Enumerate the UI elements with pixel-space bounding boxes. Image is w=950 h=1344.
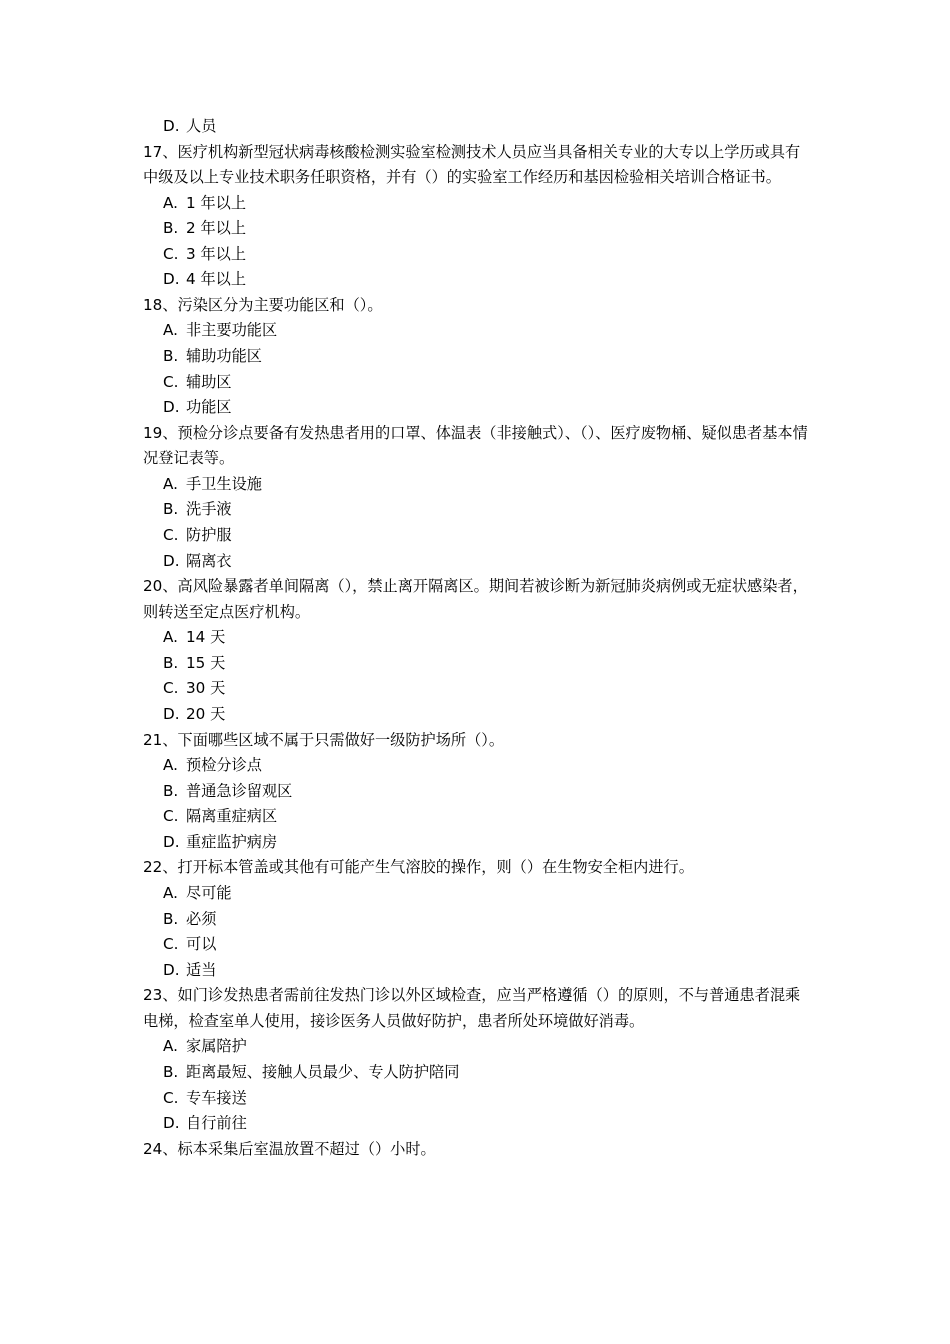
- option-text: 洗手液: [186, 500, 232, 519]
- answer-option: [143, 1111, 808, 1137]
- option-letter: A.: [163, 321, 178, 340]
- answer-option: [143, 114, 808, 140]
- question-text: 18、污染区分为主要功能区和（）。: [143, 295, 383, 314]
- option-letter: C.: [163, 244, 179, 263]
- option-letter: D.: [163, 398, 180, 417]
- option-text: 适当: [186, 960, 217, 979]
- option-letter: A.: [163, 628, 178, 647]
- option-letter: B.: [163, 500, 179, 519]
- option-letter: A.: [163, 474, 178, 493]
- answer-option: [143, 523, 808, 549]
- option-text: 4 年以上: [186, 270, 247, 289]
- answer-option: [143, 344, 808, 370]
- option-text: 专车接送: [186, 1088, 247, 1107]
- answer-option: [143, 676, 808, 702]
- option-letter: B.: [163, 909, 179, 928]
- option-text: 普通急诊留观区: [186, 781, 293, 800]
- option-text: 1 年以上: [186, 193, 247, 212]
- option-letter: B.: [163, 347, 179, 366]
- answer-option: [143, 191, 808, 217]
- option-text: 必须: [186, 909, 217, 928]
- option-letter: D.: [163, 960, 180, 979]
- option-text: 预检分诊点: [186, 756, 262, 775]
- answer-option: [143, 881, 808, 907]
- option-text: 功能区: [186, 398, 232, 417]
- option-text: 手卫生设施: [186, 474, 262, 493]
- answer-option: [143, 1034, 808, 1060]
- option-letter: A.: [163, 756, 178, 775]
- option-text: 自行前往: [186, 1114, 247, 1133]
- option-text: 隔离衣: [186, 551, 232, 570]
- option-letter: D.: [163, 705, 180, 723]
- option-letter: D.: [163, 117, 180, 135]
- option-text: 距离最短、接触人员最少、专人防护陪同: [186, 1062, 460, 1081]
- answer-option: [143, 267, 808, 293]
- answer-option: [143, 651, 808, 677]
- option-text: 辅助区: [186, 372, 232, 391]
- question-24: [143, 1137, 808, 1163]
- question-21: [143, 728, 808, 856]
- answer-option: [143, 907, 808, 933]
- option-text: 家属陪护: [186, 1037, 247, 1056]
- option-letter: C.: [163, 679, 179, 698]
- option-letter: C.: [163, 526, 179, 545]
- question-text: 20、高风险暴露者单间隔离（），禁止离开隔离区。期间若被诊断为新冠肺炎病例或无症状感染者，则转送至定点医疗机构。: [143, 577, 808, 621]
- question-text: 24、标本采集后室温放置不超过（）小时。: [143, 1139, 436, 1158]
- answer-option: [143, 497, 808, 523]
- question-16-tail: [143, 114, 808, 140]
- answer-option: [143, 318, 808, 344]
- option-text: 尽可能: [186, 883, 232, 902]
- answer-option: [143, 830, 808, 856]
- option-letter: D.: [163, 270, 180, 289]
- option-text: 15 天: [186, 653, 226, 672]
- answer-option: [143, 395, 808, 421]
- question-list: [143, 114, 808, 1162]
- option-text: 2 年以上: [186, 219, 247, 238]
- answer-option: [143, 702, 808, 728]
- answer-option: [143, 216, 808, 242]
- question-22: [143, 855, 808, 983]
- option-text: 人员: [186, 117, 217, 135]
- question-text: 19、预检分诊点要备有发热患者用的口罩、体温表（非接触式）、（）、医疗废物桶、疑似患者基本情况登记表等。: [143, 423, 808, 468]
- option-letter: B.: [163, 781, 179, 800]
- answer-option: [143, 932, 808, 958]
- option-letter: A.: [163, 883, 178, 902]
- option-text: 30 天: [186, 679, 226, 698]
- option-letter: B.: [163, 219, 179, 238]
- answer-option: [143, 242, 808, 268]
- option-letter: C.: [163, 935, 179, 954]
- answer-option: [143, 804, 808, 830]
- option-text: 隔离重症病区: [186, 807, 278, 826]
- option-letter: A.: [163, 193, 178, 212]
- option-letter: C.: [163, 372, 179, 391]
- option-letter: A.: [163, 1037, 178, 1056]
- answer-option: [143, 625, 808, 651]
- option-letter: D.: [163, 551, 180, 570]
- option-text: 20 天: [186, 705, 226, 723]
- answer-option: [143, 472, 808, 498]
- answer-option: [143, 370, 808, 396]
- question-19: [143, 421, 808, 574]
- answer-option: [143, 549, 808, 575]
- answer-option: [143, 958, 808, 984]
- answer-option: [143, 779, 808, 805]
- option-text: 防护服: [186, 526, 232, 545]
- option-letter: B.: [163, 1062, 179, 1081]
- question-23: [143, 983, 808, 1136]
- question-text: 22、打开标本管盖或其他有可能产生气溶胶的操作，则（）在生物安全柜内进行。: [143, 858, 694, 877]
- option-text: 可以: [186, 935, 217, 954]
- option-text: 非主要功能区: [186, 321, 278, 340]
- question-text: 21、下面哪些区域不属于只需做好一级防护场所（）。: [143, 730, 505, 749]
- answer-option: [143, 1060, 808, 1086]
- question-text: 17、医疗机构新型冠状病毒核酸检测实验室检测技术人员应当具备相关专业的大专以上学历或具有中级及以上专业技术职务任职资格，并有（）的实验室工作经历和基因检验相关培训合格证书。: [143, 142, 801, 187]
- answer-option: [143, 753, 808, 779]
- question-text: 23、如门诊发热患者需前往发热门诊以外区域检查，应当严格遵循（）的原则，不与普通患者混乘电梯，检查室单人使用，接诊医务人员做好防护，患者所处环境做好消毒。: [143, 986, 801, 1030]
- option-letter: D.: [163, 832, 180, 851]
- question-18: [143, 293, 808, 421]
- option-letter: B.: [163, 653, 179, 672]
- question-17: [143, 140, 808, 293]
- question-20: [143, 574, 808, 727]
- option-letter: C.: [163, 807, 179, 826]
- option-text: 3 年以上: [186, 244, 247, 263]
- option-text: 14 天: [186, 628, 226, 647]
- option-letter: D.: [163, 1114, 180, 1133]
- option-letter: C.: [163, 1088, 179, 1107]
- option-text: 辅助功能区: [186, 347, 262, 366]
- answer-option: [143, 1086, 808, 1112]
- option-text: 重症监护病房: [186, 832, 278, 851]
